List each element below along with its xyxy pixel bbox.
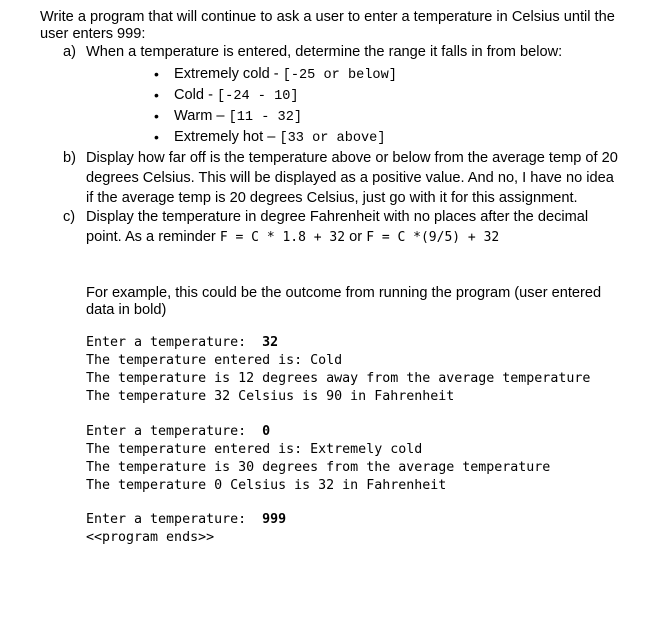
formula: F = C *(9/5) + 32 xyxy=(366,230,500,245)
console-line: The temperature 0 Celsius is 32 in Fahrenheit xyxy=(86,478,447,493)
range-list xyxy=(150,64,397,148)
console-line: The temperature is 30 degrees from the average temperature xyxy=(86,460,551,475)
range-item: • Cold - [-24 - 10] xyxy=(150,85,397,106)
part-b xyxy=(63,148,623,208)
console-run xyxy=(86,511,286,547)
user-input: 999 xyxy=(262,512,287,527)
console-line: The temperature 32 Celsius is 90 in Fahrenheit xyxy=(86,389,455,404)
console-line: Enter a temperature: 999 xyxy=(86,512,287,527)
intro-text: Write a program that will continue to ask a user to enter a temperature in Celsius until the user enters 999: xyxy=(40,9,615,42)
console-line: The temperature entered is: Cold xyxy=(86,353,343,368)
part-b-text: Display how far off is the temperature above or below from the average temp of 20 degrees Celsius. This will be displayed as a positive value. And no, I have no idea if the average temp is 20 degrees Celsius, just go with it for this assignment. xyxy=(86,150,618,206)
part-a-text: When a temperature is entered, determine the range it falls in from below: xyxy=(86,44,563,60)
example-intro: For example, this could be the outcome from running the program (user entered data in bold) xyxy=(86,285,602,318)
user-input: 0 xyxy=(262,424,271,439)
console-run xyxy=(86,334,590,406)
part-c-label: c) xyxy=(63,209,76,225)
console-run xyxy=(86,423,550,495)
console-line: The temperature is 12 degrees away from the average temperature xyxy=(86,371,591,386)
console-line: Enter a temperature: 32 xyxy=(86,335,279,350)
part-a-label: a) xyxy=(63,44,76,60)
part-a xyxy=(63,42,623,62)
part-b-label: b) xyxy=(63,150,76,166)
formula: F = C * 1.8 + 32 xyxy=(219,230,346,245)
console-line: The temperature entered is: Extremely cold xyxy=(86,442,423,457)
range-item: • Warm – [11 - 32] xyxy=(150,106,397,127)
range-item: • Extremely cold - [-25 or below] xyxy=(150,64,397,85)
part-c xyxy=(63,207,623,248)
part-c-text: Display the temperature in degree Fahrenheit with no places after the decimal point. As a reminder F = C * 1.8 + 32 or F = C *(9/5) + 32 xyxy=(86,209,589,245)
user-input: 32 xyxy=(262,335,279,350)
console-line: <<program ends>> xyxy=(86,530,215,545)
console-line: Enter a temperature: 0 xyxy=(86,424,271,439)
range-item: • Extremely hot – [33 or above] xyxy=(150,127,397,148)
